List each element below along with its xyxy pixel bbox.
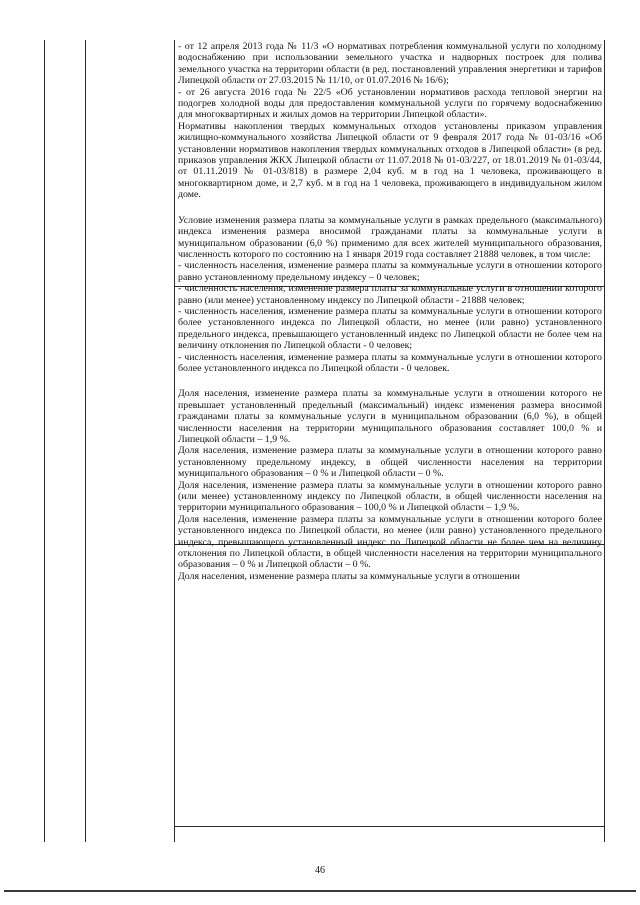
paragraph: Доля населения, изменение размера платы за коммунальные услуги в отношении которого равно (или менее) установленному индексу по Липецкой области, в общей численности населения на территории муниципального образования – 100,0 % и Липецкой области – 1,9 %. (178, 479, 602, 514)
paragraph: Условие изменения размера платы за коммунальные услуги в рамках предельного (максимального) индекса изменения размера вносимой гражданами платы за коммунальные услуги в муниципальном образовании (6,0 %) применимо для всех жителей муниципального образования, численность которого по состоянию на 1 января 2019 года составляет 21888 человек, в том числе: (178, 214, 602, 260)
paragraph: - от 12 апреля 2013 года № 11/3 «О нормативах потребления коммунальной услуги по холодному водоснабжению при использовании земельного участка и надворных построек для полива земельного участка на территории области (в ред. постановлений управления энергетики и тарифов Липецкой области от 27.03.2015 № 11/10, от 01.07.2016 № 16/6); (178, 41, 602, 87)
paragraph: - численность населения, изменение размера платы за коммунальные услуги в отношении которого более установленного индекса по Липецкой области, но менее (или равно) установленного предельного индекса, превышающего установленный индекс по Липецкой области не более чем на величину отклонения по Липецкой области - 0 человек; (178, 305, 602, 352)
paragraph-spacer (178, 374, 602, 388)
paragraph: - численность населения, изменение размера платы за коммунальные услуги в отношении которого более установленного индекса по Липецкой области - 0 человек. (178, 351, 602, 374)
table-border-right (604, 40, 605, 842)
page-number: 46 (315, 865, 325, 876)
paragraph: - численность населения, изменение размера платы за коммунальные услуги в отношении которого равно установленному предельному индексу – 0 человек; (178, 260, 602, 283)
table-column-divider-1 (85, 40, 86, 842)
paragraph: Доля населения, изменение размера платы за коммунальные услуги в отношении которого равно установленному предельному индексу, в общей численности населения на территории муниципального образования – 0 % и Липецкой области – 0 %. (178, 445, 602, 480)
paragraph: Доля населения, изменение размера платы за коммунальные услуги в отношении которого не превышает установленный предельный (максимальный) индекс изменения размера вносимой гражданами платы за коммунальные услуги в муниципальном образовании (6,0 %), в общей численности населения на территории муниципального образования составляет 100,0 % и Липецкой области – 1,9 %. (178, 388, 602, 445)
table-text-cell (178, 41, 602, 841)
table-border-left (44, 40, 45, 842)
table-column-divider-2 (174, 40, 175, 842)
paragraph: Доля населения, изменение размера платы за коммунальные услуги в отношении которого более установленного индекса по Липецкой области, но менее (или равно) установленного предельного индекса, превышающего установленный индекс по Липецкой области не более чем на величину отклонения по Липецкой области, в общей численности населения на территории муниципального образования – 0 % и Липецкой области – 0 %. (178, 513, 602, 571)
paragraph: Нормативы накопления твердых коммунальных отходов установлены приказом управления жилищно-коммунального хозяйства Липецкой области от 9 февраля 2017 года № 01-03/16 «Об установлении нормативов накопления твердых коммунальных отходов в Липецкой области» (в ред. приказов управления ЖКХ Липецкой области от 11.07.2018 № 01-03/227, от 18.01.2019 № 01-03/44, от 01.11.2019 № 01-03/818) в размере 2,04 куб. м в год на 1 человека, проживающего в многоквартирном доме, и 2,7 куб. м в год на 1 человека, проживающего в индивидуальном жилом доме. (178, 120, 602, 201)
paragraph-spacer (178, 201, 602, 215)
paragraph: - численность населения, изменение размера платы за коммунальные услуги в отношении которого равно (или менее) установленному индексу по Липецкой области - 21888 человек; (178, 283, 602, 306)
bottom-rule (4, 890, 636, 892)
paragraph: - от 26 августа 2016 года № 22/5 «Об установлении нормативов расхода тепловой энергии на подогрев холодной воды для предоставления коммунальной услуги по горячему водоснабжению для многоквартирных и жилых домов на территории Липецкой области». (178, 86, 602, 121)
paragraph: Доля населения, изменение размера платы за коммунальные услуги в отношении (178, 570, 520, 582)
